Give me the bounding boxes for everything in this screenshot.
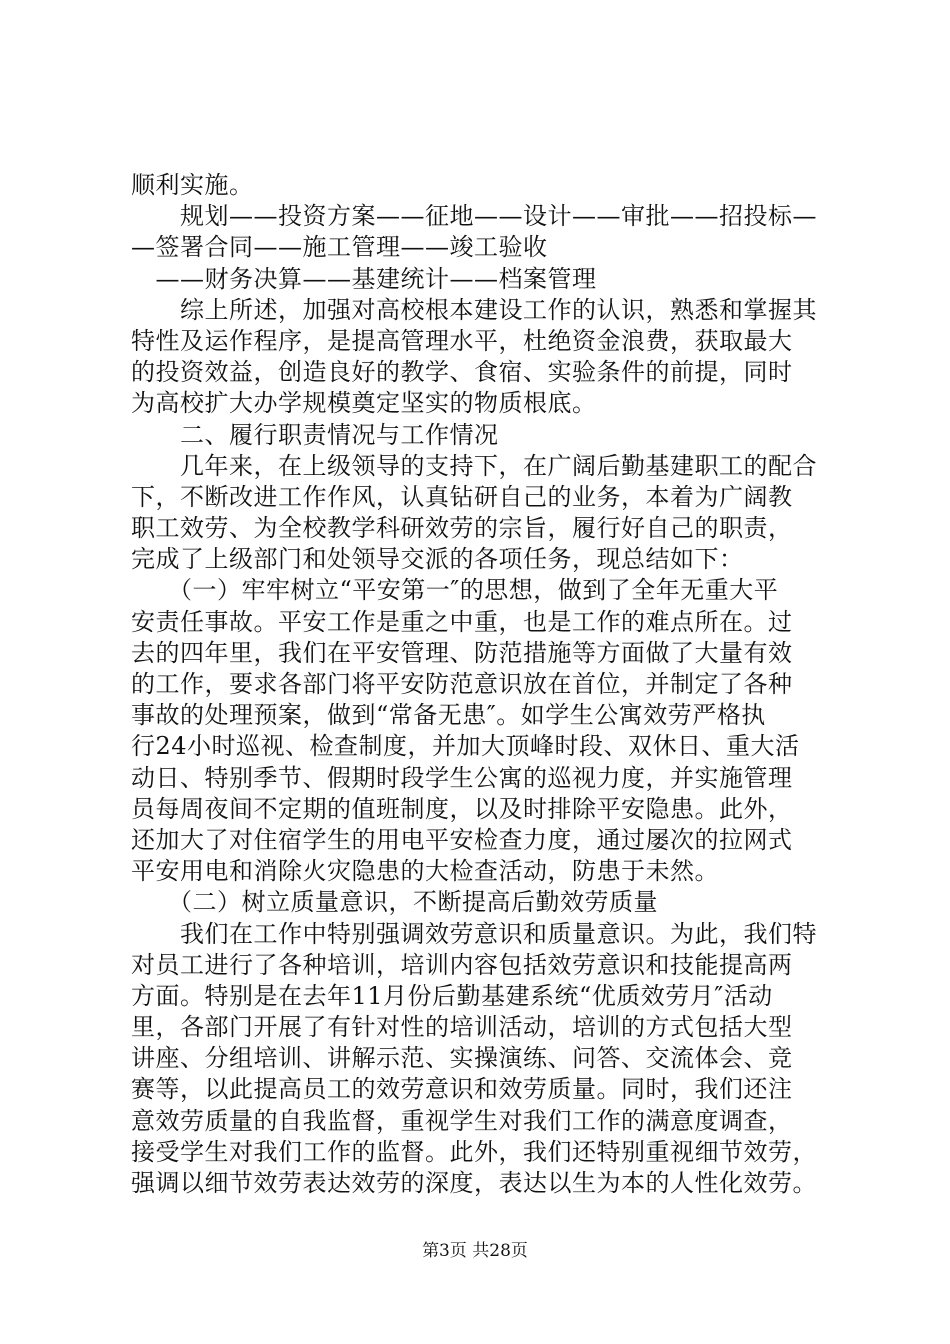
- section-heading: （二）树立质量意识，不断提高后勤效劳质量: [131, 888, 658, 916]
- text-line: 方面。特别是在去年11月份后勤基建系统“优质效劳月″活动: [131, 982, 773, 1010]
- text-line: 行24小时巡视、检查制度，并加大顶峰时段、双休日、重大活: [131, 732, 800, 760]
- text-line: 事故的处理预案，做到“常备无患″。如学生公寓效劳严格执: [131, 701, 766, 729]
- page-number-footer: 第3页 共28页: [422, 1241, 528, 1261]
- text-line: 员每周夜间不定期的值班制度，以及时排除平安隐患。此外，: [131, 795, 793, 823]
- text-line: 安责任事故。平安工作是重之中重，也是工作的难点所在。过: [131, 608, 793, 636]
- text-line: 还加大了对住宿学生的用电平安检查力度，通过屡次的拉网式: [131, 826, 793, 854]
- text-line: 动日、特别季节、假期时段学生公寓的巡视力度，并实施管理: [131, 764, 793, 792]
- text-line: 接受学生对我们工作的监督。此外，我们还特别重视细节效劳，: [131, 1138, 817, 1166]
- text-line: 为高校扩大办学规模奠定坚实的物质根底。: [131, 389, 597, 417]
- text-line: 的工作，要求各部门将平安防范意识放在首位，并制定了各种: [131, 670, 793, 698]
- text-line: ——财务决算——基建统计——档案管理: [131, 265, 597, 293]
- text-line: —签署合同——施工管理——竣工验收: [131, 233, 548, 261]
- text-line: 顺利实施。: [131, 171, 254, 199]
- text-line: 赛等，以此提高员工的效劳意识和效劳质量。同时，我们还注: [131, 1075, 793, 1103]
- text-line: 特性及运作程序，是提高管理水平，杜绝资金浪费，获取最大: [131, 327, 793, 355]
- text-line: 对员工进行了各种培训，培训内容包括效劳意识和技能提高两: [131, 951, 793, 979]
- text-line: 强调以细节效劳表达效劳的深度，表达以生为本的人性化效劳。: [131, 1169, 817, 1197]
- text-line: 综上所述，加强对高校根本建设工作的认识，熟悉和掌握其: [131, 296, 817, 324]
- text-line: 我们在工作中特别强调效劳意识和质量意识。为此，我们特: [131, 920, 817, 948]
- text-line: 讲座、分组培训、讲解示范、实操演练、问答、交流体会、竞: [131, 1044, 793, 1072]
- section-heading: 二、履行职责情况与工作情况: [131, 421, 499, 449]
- text-line: 意效劳质量的自我监督，重视学生对我们工作的满意度调查，: [131, 1107, 793, 1135]
- text-line: 的投资效益，创造良好的教学、食宿、实验条件的前提，同时: [131, 358, 793, 386]
- text-line: 平安用电和消除火灾隐患的大检查活动，防患于未然。: [131, 857, 719, 885]
- text-line: （一）牢牢树立“平安第一″的思想，做到了全年无重大平: [131, 576, 779, 604]
- text-line: 里，各部门开展了有针对性的培训活动，培训的方式包括大型: [131, 1013, 793, 1041]
- text-line: 几年来，在上级领导的支持下，在广阔后勤基建职工的配合: [131, 452, 817, 480]
- text-line: 规划——投资方案——征地——设计——审批——招投标—: [131, 202, 817, 230]
- text-line: 下，不断改进工作作风，认真钻研自己的业务，本着为广阔教: [131, 483, 793, 511]
- text-line: 职工效劳、为全校教学科研效劳的宗旨，履行好自己的职责，: [131, 514, 793, 542]
- text-line: 去的四年里，我们在平安管理、防范措施等方面做了大量有效: [131, 639, 793, 667]
- text-line: 完成了上级部门和处领导交派的各项任务，现总结如下：: [131, 545, 744, 573]
